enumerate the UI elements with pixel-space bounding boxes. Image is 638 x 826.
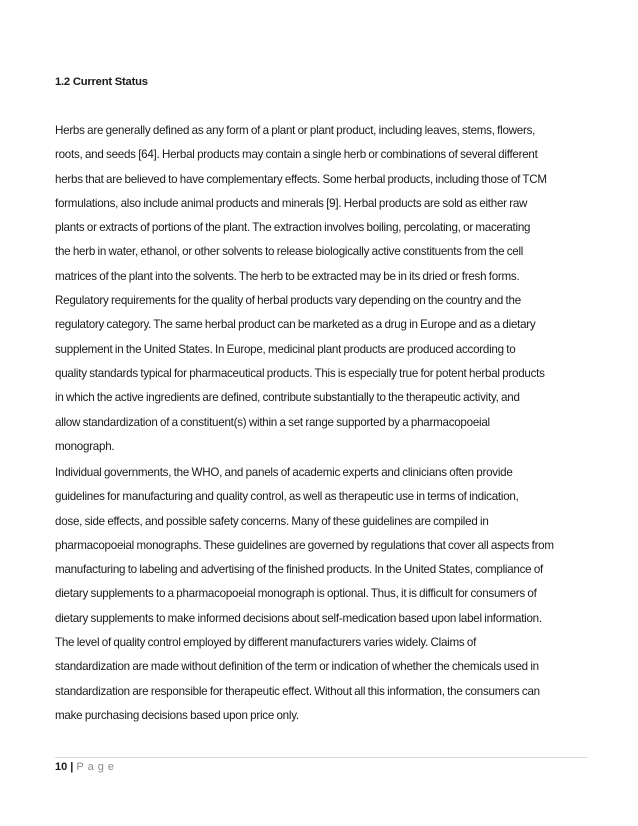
text-line: herbs that are believed to have complementary effects. Some herbal products, including those of TCM [55,172,547,186]
section-heading: 1.2 Current Status [55,76,148,88]
text-line: matrices of the plant into the solvents. The herb to be extracted may be in its dried or fresh forms. [55,269,520,283]
text-line: Individual governments, the WHO, and panels of academic experts and clinicians often provide [55,466,513,479]
footer-separator: | [70,761,74,773]
page-number: 10 [55,761,68,773]
page-label: Page [76,761,119,773]
text-line: pharmacopoeial monographs. These guidelines are governed by regulations that cover all aspects from [55,538,554,552]
text-line: in which the active ingredients are defined, contribute substantially to the therapeutic activity, and [55,391,520,405]
text-line: dietary supplements to make informed decisions about self-medication based upon label information. [55,611,542,625]
text-line: dietary supplements to a pharmacopoeial monograph is optional. Thus, it is difficult for consumers of [55,587,537,601]
paragraph-guidelines [55,461,587,728]
text-line: plants or extracts of portions of the plant. The extraction involves boiling, percolating, or macerating [55,221,531,235]
text-line: The level of quality control employed by different manufacturers varies widely. Claims of [55,636,477,650]
footer-text [55,761,118,773]
text-line: allow standardization of a constituent(s) within a set range supported by a pharmacopoeial [55,415,490,429]
text-line: Regulatory requirements for the quality of herbal products vary depending on the country and the [55,294,521,308]
paragraph-current-status [55,119,587,459]
text-line: monograph. [55,439,115,453]
text-line: Herbs are generally defined as any form of a plant or plant product, including leaves, stems, flowers, [55,124,536,137]
text-line: roots, and seeds [64]. Herbal products may contain a single herb or combinations of several different [55,148,538,162]
text-line: make purchasing decisions based upon price only. [55,708,299,722]
text-line: manufacturing to labeling and advertising of the finished products. In the United States, compliance of [55,563,543,577]
text-line: guidelines for manufacturing and quality control, as well as therapeutic use in terms of indication, [55,490,519,504]
text-line: quality standards typical for pharmaceutical products. This is especially true for potent herbal products [55,366,545,380]
text-line: standardization are made without definition of the term or indication of whether the chemicals used in [55,660,539,674]
text-line: the herb in water, ethanol, or other solvents to release biologically active constituents from the cell [55,245,524,259]
text-line: standardization are responsible for therapeutic effect. Without all this information, the consumers can [55,684,540,698]
text-line: dose, side effects, and possible safety concerns. Many of these guidelines are compiled in [55,514,489,528]
text-line: formulations, also include animal products and minerals [9]. Herbal products are sold as either raw [55,196,528,210]
text-line: supplement in the United States. In Europe, medicinal plant products are produced according to [55,342,516,356]
page-footer [55,757,588,782]
text-line: regulatory category. The same herbal product can be marketed as a drug in Europe and as a dietary [55,318,536,332]
